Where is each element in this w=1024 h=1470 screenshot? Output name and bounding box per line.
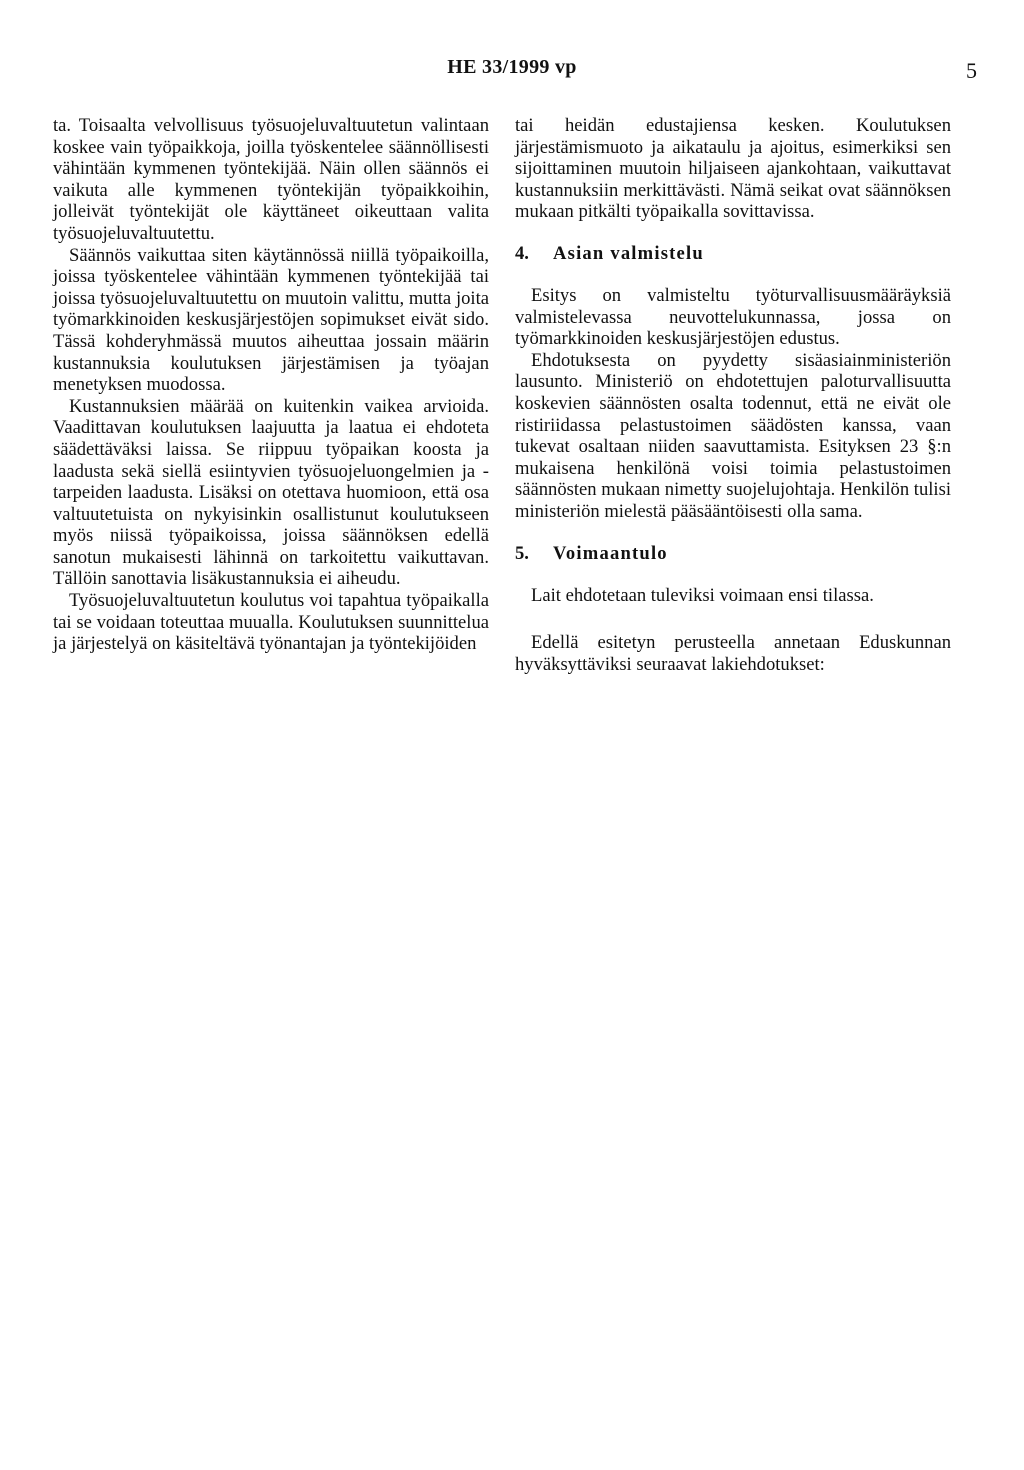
paragraph: ta. Toisaalta velvollisuus työsuojeluvaltuutetun valintaan koskee vain työpaikkoja, joilla työskentelee säännöllisesti vähintään kymmenen työntekijää. Näin ollen säännös ei vaikuta alle kymmenen työntekijän työpaikkoihin, jolleivät työntekijät ole käyttäneet oikeuttaan valita työsuojeluvaltuutettu.: [53, 115, 489, 244]
paragraph: Säännös vaikuttaa siten käytännössä niillä työpaikoilla, joissa työskentelee vähintään kymmenen työntekijää tai joissa työsuojeluvaltuutettu on muutoin valittu, mutta joita työmarkkinoiden keskusjärjestöjen sopimukset eivät sido. Tässä kohderyhmässä muutos aiheuttaa jossain määrin kustannuksia koulutuksen järjestämisen ja työajan menetyksen muodossa.: [53, 244, 489, 396]
section-title: Asian valmistelu: [553, 242, 704, 264]
left-column: [53, 115, 489, 655]
paragraph: Työsuojeluvaltuutetun koulutus voi tapahtua työpaikalla tai se voidaan toteuttaa muualla. Koulutuksen suunnittelua ja järjestelyä on käsiteltävä työnantajan ja työntekijöiden: [53, 590, 489, 655]
paragraph: Edellä esitetyn perusteella annetaan Eduskunnan hyväksyttäviksi seuraavat lakiehdotukset:: [515, 632, 951, 675]
section-number: 4.: [515, 242, 529, 264]
page-header: [0, 56, 1024, 86]
right-column: [515, 115, 951, 675]
section-number: 5.: [515, 542, 529, 564]
section-heading-4: [515, 243, 951, 265]
paragraph: Ehdotuksesta on pyydetty sisäasiainministeriön lausunto. Ministeriö on ehdotettujen paloturvallisuutta koskevien säännösten osalta todennut, että ne eivät ole ristiriidassa pelastustoimen säädösten kanssa, vaan tukevat osaltaan niiden saavuttamista. Esityksen 23 §:n mukaisena henkilönä voisi toimia pelastustoimen säännösten mukaan nimetty suojelujohtaja. Henkilön tulisi ministeriön mielestä pääsääntöisesti olla sama.: [515, 349, 951, 522]
paragraph: tai heidän edustajiensa kesken. Koulutuksen järjestämismuoto ja aikataulu ja ajoitus, esimerkiksi sen sijoittaminen muutoin hiljaiseen ajankohtaan, vaikuttavat kustannuksiin merkittävästi. Nämä seikat ovat säännöksen mukaan pitkälti työpaikalla sovittavissa.: [515, 115, 951, 223]
section-heading-5: [515, 543, 951, 565]
paragraph: Lait ehdotetaan tuleviksi voimaan ensi tilassa.: [531, 584, 874, 606]
section-title: Voimaantulo: [553, 542, 668, 564]
running-title: HE 33/1999 vp: [447, 56, 577, 78]
paragraph: Esitys on valmisteltu työturvallisuusmääräyksiä valmistelevassa neuvottelukunnassa, jossa on työmarkkinoiden keskusjärjestöjen edustus.: [515, 284, 951, 350]
paragraph: Kustannuksien määrää on kuitenkin vaikea arvioida. Vaadittavan koulutuksen laajuutta ja laatua ei ehdoteta säädettäväksi laissa. Se riippuu työpaikan koosta ja laadusta sekä siellä esiintyvien työsuojeluongelmien ja -tarpeiden laadusta. Lisäksi on otettava huomioon, että osa valtuutetuista on nykyisinkin osallistunut koulutukseen myös niissä työpaikoissa, joissa säännöksen edellä sanotun mukaisesti lähinnä on tarkoitettu vaikuttavan. Tällöin sanottavia lisäkustannuksia ei aiheudu.: [53, 395, 489, 590]
page-number: 5: [966, 58, 977, 83]
